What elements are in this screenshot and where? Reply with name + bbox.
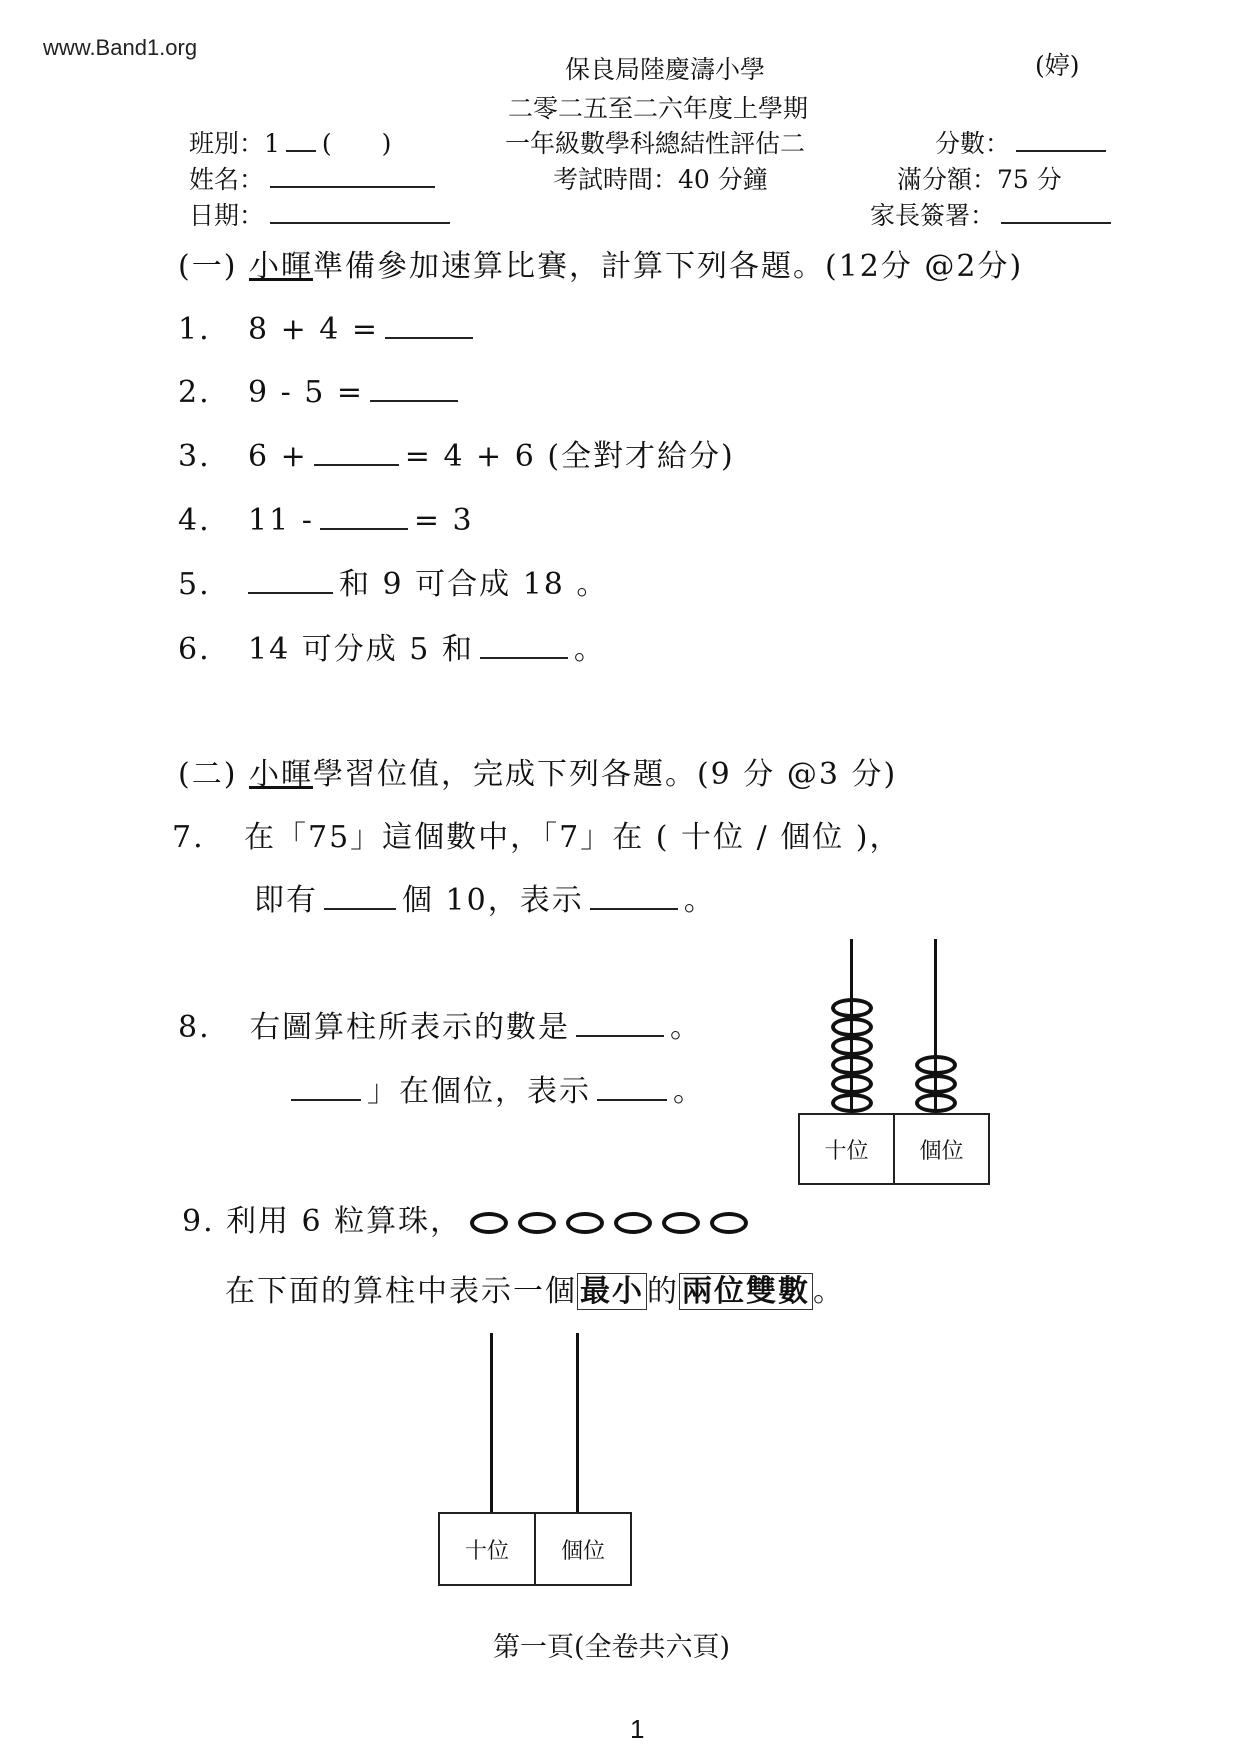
place-value-box (438, 1512, 632, 1586)
section2-heading (178, 757, 898, 792)
duration: 考試時間：40 分鐘 (553, 165, 768, 194)
q-text: 和 9 可合成 18 。 (339, 567, 609, 602)
q-text: = 4 + 6 (全對才給分) (404, 439, 735, 474)
parent-sign-field[interactable] (870, 203, 1117, 228)
question-7 (172, 820, 902, 855)
q-text: 6 + (248, 439, 308, 474)
answer-blank[interactable] (590, 907, 678, 910)
date-field[interactable] (189, 203, 456, 228)
question-6 (178, 632, 606, 667)
q-text: 。 (573, 632, 606, 667)
place-value-box (798, 1113, 990, 1185)
student-name: 小暉 (248, 249, 313, 284)
q-text: 14 可分成 5 和 (248, 632, 474, 667)
q-num: 9. (182, 1204, 215, 1239)
tens-label: 十位 (464, 1538, 509, 1564)
abacus-bead (831, 1036, 873, 1056)
section-title: 學習位值，完成下列各題。(9 分 @3 分) (312, 757, 898, 792)
q-text: 9 - 5 = (248, 375, 365, 410)
section-prefix: (二) (178, 757, 238, 792)
term: 二零二五至二六年度上學期 (508, 94, 809, 123)
answer-blank[interactable] (385, 336, 473, 339)
section1-heading (178, 249, 1024, 284)
q-num: 2. (178, 375, 211, 410)
parent-sign-label: 家長簽署： (870, 201, 996, 230)
abacus-bead (831, 1055, 873, 1075)
q-num: 7. (172, 820, 205, 855)
answer-blank[interactable] (370, 399, 458, 402)
abacus-bead (831, 1093, 873, 1113)
answer-blank[interactable] (480, 656, 568, 659)
abacus-bead (831, 1074, 873, 1094)
full-marks: 滿分額：75 分 (897, 165, 1062, 194)
abacus-bead (831, 1017, 873, 1037)
tens-rod (490, 1333, 493, 1513)
q-text: 。 (670, 1010, 702, 1045)
q-text: 利用 6 粒算珠， (226, 1204, 463, 1239)
abacus-bead (915, 1093, 957, 1113)
q-text: 個 10，表示 (402, 883, 584, 918)
page-footer: 第一頁(全卷共六頁) (493, 1632, 731, 1663)
abacus-bead (915, 1055, 957, 1075)
watermark: www.Band1.org (43, 35, 198, 60)
answer-blank[interactable] (576, 1034, 664, 1037)
q-text: 8 + 4 = (248, 312, 380, 347)
q-text: = 3 (413, 503, 474, 538)
bead-oval-icon (614, 1212, 652, 1234)
page-number: 1 (630, 1714, 645, 1744)
question-3 (178, 439, 735, 474)
question-9-line2 (225, 1274, 845, 1309)
question-1 (178, 312, 479, 347)
q-num: 6. (178, 632, 211, 667)
name-label: 姓名： (189, 165, 265, 194)
bead-oval-icon (470, 1212, 508, 1234)
abacus-bead (915, 1074, 957, 1094)
q-text: 即有 (254, 883, 318, 918)
name-field[interactable] (189, 167, 441, 192)
question-5 (178, 567, 609, 602)
score-field[interactable] (935, 131, 1112, 156)
bead-ovals (470, 1204, 758, 1239)
answer-blank[interactable] (248, 591, 333, 594)
question-8 (178, 1010, 702, 1045)
date-label: 日期： (189, 201, 265, 230)
student-name: 小暉 (248, 757, 313, 792)
q-num: 1. (178, 312, 211, 347)
answer-blank[interactable] (291, 1098, 361, 1101)
q-text: 」在個位，表示 (367, 1074, 591, 1109)
emphasis-smallest: 最小 (577, 1273, 647, 1310)
emphasis-two-digit-even: 兩位雙數 (679, 1273, 813, 1310)
q-num: 3. (178, 439, 211, 474)
q-text: 。 (813, 1274, 845, 1309)
class-label: 班別：1 (189, 129, 280, 158)
question-8-line2 (285, 1074, 705, 1109)
question-2 (178, 375, 464, 410)
q-text: 11 - (248, 503, 314, 538)
bead-oval-icon (710, 1212, 748, 1234)
ones-label: 個位 (534, 1514, 630, 1584)
class-number: ( ) (321, 129, 392, 158)
score-label: 分數： (935, 129, 1011, 158)
q-num: 4. (178, 503, 211, 538)
question-9 (182, 1204, 758, 1239)
ones-label: 個位 (893, 1115, 988, 1183)
bead-oval-icon (518, 1212, 556, 1234)
teacher-mark: (婷) (1035, 51, 1080, 80)
question-4 (178, 503, 474, 538)
answer-blank[interactable] (324, 907, 396, 910)
q-text: 在「75」這個數中，「7」在 ( 十位 / 個位 )， (244, 820, 902, 855)
question-7-line2 (254, 883, 716, 918)
section-title: 準備參加速算比賽，計算下列各題。(12分 @2分) (312, 249, 1024, 284)
section-prefix: (一) (178, 249, 238, 284)
answer-blank[interactable] (597, 1098, 667, 1101)
abacus-bead (831, 998, 873, 1018)
q-text: 的 (647, 1274, 679, 1309)
school-name: 保良局陸慶濤小學 (565, 55, 766, 84)
q-text: 。 (673, 1074, 705, 1109)
class-field[interactable] (189, 131, 391, 156)
q-num: 5. (178, 567, 211, 602)
bead-oval-icon (566, 1212, 604, 1234)
exam-title: 一年級數學科總結性評估二 (505, 129, 806, 158)
answer-blank[interactable] (314, 463, 399, 466)
q-text: 在下面的算柱中表示一個 (225, 1274, 577, 1309)
tens-label: 十位 (824, 1138, 869, 1164)
answer-blank[interactable] (320, 527, 408, 530)
q-text: 右圖算柱所表示的數是 (250, 1010, 570, 1045)
bead-oval-icon (662, 1212, 700, 1234)
q-num: 8. (178, 1010, 211, 1045)
q-text: 。 (683, 883, 716, 918)
ones-rod (576, 1333, 579, 1513)
